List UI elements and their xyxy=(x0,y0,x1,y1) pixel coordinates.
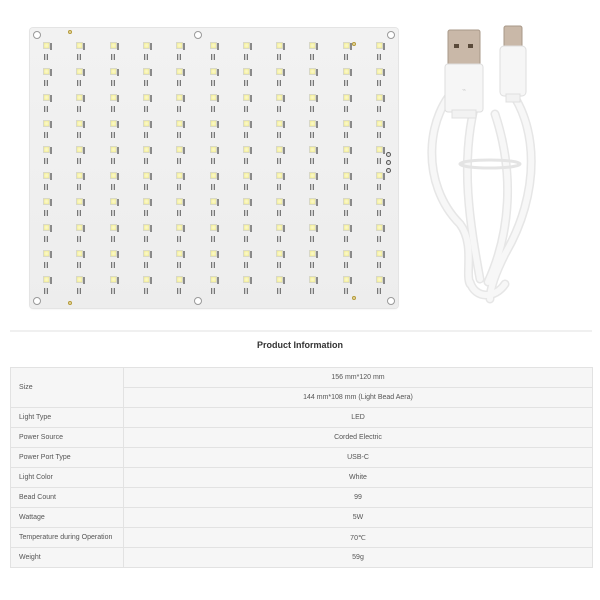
led-bead-icon xyxy=(76,198,83,205)
led-bead-icon xyxy=(110,224,117,231)
resistor-icon xyxy=(44,132,48,138)
resistor-icon xyxy=(44,54,48,60)
led-bead-icon xyxy=(110,250,117,257)
led-bead-icon xyxy=(309,198,316,205)
resistor-icon xyxy=(377,158,381,164)
table-row-wattage xyxy=(11,508,593,528)
led-bead-icon xyxy=(376,198,383,205)
resistor-icon xyxy=(344,106,348,112)
led-bead-icon xyxy=(176,224,183,231)
resistor-icon xyxy=(111,262,115,268)
led-bead-icon xyxy=(309,250,316,257)
resistor-icon xyxy=(344,80,348,86)
led-bead-icon xyxy=(276,42,283,49)
led-bead-icon xyxy=(76,224,83,231)
led-bead-icon xyxy=(243,250,250,257)
spec-label: Light Color xyxy=(11,468,124,488)
resistor-icon xyxy=(111,158,115,164)
table-row-bead-count xyxy=(11,488,593,508)
led-bead-icon xyxy=(143,146,150,153)
resistor-icon xyxy=(111,184,115,190)
led-bead-icon xyxy=(343,276,350,283)
usb-cable-image xyxy=(420,24,550,314)
via-icon xyxy=(68,301,72,305)
led-bead-icon xyxy=(143,42,150,49)
led-bead-icon xyxy=(376,146,383,153)
mounting-hole-icon xyxy=(33,297,41,305)
resistor-icon xyxy=(377,80,381,86)
table-row-light-type xyxy=(11,408,593,428)
led-bead-icon xyxy=(376,68,383,75)
led-bead-icon xyxy=(276,224,283,231)
resistor-icon xyxy=(310,54,314,60)
resistor-icon xyxy=(310,184,314,190)
led-bead-icon xyxy=(143,172,150,179)
led-bead-icon xyxy=(210,68,217,75)
led-bead-icon xyxy=(309,146,316,153)
table-row-size xyxy=(11,368,593,388)
led-bead-icon xyxy=(76,172,83,179)
led-bead-icon xyxy=(176,172,183,179)
resistor-icon xyxy=(44,106,48,112)
spec-label: Power Source xyxy=(11,428,124,448)
mounting-hole-icon xyxy=(387,31,395,39)
led-bead-icon xyxy=(343,146,350,153)
led-bead-icon xyxy=(110,172,117,179)
resistor-icon xyxy=(310,288,314,294)
resistor-icon xyxy=(177,106,181,112)
resistor-icon xyxy=(111,106,115,112)
spec-label: Temperature during Operation xyxy=(11,528,124,548)
resistor-icon xyxy=(177,158,181,164)
led-bead-icon xyxy=(143,224,150,231)
table-row-power-source xyxy=(11,428,593,448)
led-bead-icon xyxy=(110,42,117,49)
resistor-icon xyxy=(144,288,148,294)
resistor-icon xyxy=(177,54,181,60)
led-bead-icon xyxy=(343,250,350,257)
resistor-icon xyxy=(144,132,148,138)
led-bead-icon xyxy=(110,120,117,127)
led-bead-icon xyxy=(143,250,150,257)
resistor-icon xyxy=(77,288,81,294)
led-bead-icon xyxy=(376,276,383,283)
resistor-icon xyxy=(77,158,81,164)
resistor-icon xyxy=(177,288,181,294)
led-bead-icon xyxy=(76,120,83,127)
via-icon xyxy=(68,30,72,34)
led-bead-icon xyxy=(76,68,83,75)
led-bead-icon xyxy=(210,198,217,205)
led-bead-icon xyxy=(176,68,183,75)
led-bead-icon xyxy=(243,172,250,179)
resistor-icon xyxy=(44,158,48,164)
resistor-icon xyxy=(277,236,281,242)
led-bead-icon xyxy=(43,68,50,75)
led-bead-icon xyxy=(309,94,316,101)
resistor-icon xyxy=(277,80,281,86)
led-bead-icon xyxy=(76,94,83,101)
switch-contact-icon xyxy=(386,152,391,157)
resistor-icon xyxy=(344,236,348,242)
led-bead-icon xyxy=(343,120,350,127)
resistor-icon xyxy=(211,106,215,112)
led-bead-icon xyxy=(210,94,217,101)
resistor-icon xyxy=(77,236,81,242)
resistor-icon xyxy=(244,106,248,112)
led-bead-icon xyxy=(43,94,50,101)
led-bead-icon xyxy=(309,172,316,179)
led-bead-icon xyxy=(43,42,50,49)
led-bead-icon xyxy=(43,172,50,179)
led-bead-icon xyxy=(343,68,350,75)
led-bead-icon xyxy=(110,198,117,205)
spec-label: Wattage xyxy=(11,508,124,528)
resistor-icon xyxy=(277,184,281,190)
spec-value: Corded Electric xyxy=(124,428,593,448)
led-bead-icon xyxy=(43,146,50,153)
led-bead-icon xyxy=(176,276,183,283)
resistor-icon xyxy=(377,262,381,268)
spec-value: 144 mm*108 mm (Light Bead Aera) xyxy=(124,388,593,408)
led-bead-icon xyxy=(243,224,250,231)
resistor-icon xyxy=(310,210,314,216)
led-bead-icon xyxy=(43,276,50,283)
table-row-temperature xyxy=(11,528,593,548)
led-bead-icon xyxy=(143,94,150,101)
resistor-icon xyxy=(244,210,248,216)
led-bead-icon xyxy=(210,42,217,49)
resistor-icon xyxy=(277,132,281,138)
led-bead-icon xyxy=(276,276,283,283)
resistor-icon xyxy=(211,132,215,138)
resistor-icon xyxy=(310,80,314,86)
resistor-icon xyxy=(211,236,215,242)
led-bead-icon xyxy=(309,276,316,283)
led-bead-icon xyxy=(110,276,117,283)
resistor-icon xyxy=(111,210,115,216)
resistor-icon xyxy=(377,210,381,216)
resistor-icon xyxy=(344,210,348,216)
resistor-icon xyxy=(211,54,215,60)
resistor-icon xyxy=(244,80,248,86)
led-bead-icon xyxy=(176,94,183,101)
resistor-icon xyxy=(177,184,181,190)
led-bead-icon xyxy=(276,120,283,127)
spec-value: USB-C xyxy=(124,448,593,468)
resistor-icon xyxy=(44,262,48,268)
resistor-icon xyxy=(377,236,381,242)
svg-text:⌁: ⌁ xyxy=(461,86,467,94)
product-info-table xyxy=(10,367,593,568)
resistor-icon xyxy=(211,210,215,216)
led-bead-icon xyxy=(343,224,350,231)
spec-value: 59g xyxy=(124,548,593,568)
resistor-icon xyxy=(44,80,48,86)
led-bead-icon xyxy=(110,68,117,75)
spec-value: 99 xyxy=(124,488,593,508)
resistor-icon xyxy=(44,184,48,190)
led-bead-icon xyxy=(110,94,117,101)
spec-value: White xyxy=(124,468,593,488)
spec-label: Weight xyxy=(11,548,124,568)
led-bead-icon xyxy=(176,42,183,49)
resistor-icon xyxy=(44,288,48,294)
led-bead-icon xyxy=(276,68,283,75)
resistor-icon xyxy=(244,132,248,138)
resistor-icon xyxy=(177,132,181,138)
resistor-icon xyxy=(277,158,281,164)
resistor-icon xyxy=(144,158,148,164)
led-bead-icon xyxy=(143,120,150,127)
resistor-icon xyxy=(344,132,348,138)
resistor-icon xyxy=(144,54,148,60)
resistor-icon xyxy=(244,262,248,268)
resistor-icon xyxy=(111,288,115,294)
resistor-icon xyxy=(177,236,181,242)
resistor-icon xyxy=(277,262,281,268)
spec-label: Bead Count xyxy=(11,488,124,508)
led-bead-icon xyxy=(76,146,83,153)
resistor-icon xyxy=(111,54,115,60)
led-panel-board xyxy=(30,28,398,308)
resistor-icon xyxy=(377,184,381,190)
spec-value: LED xyxy=(124,408,593,428)
resistor-icon xyxy=(344,54,348,60)
via-icon xyxy=(352,42,356,46)
led-bead-icon xyxy=(210,146,217,153)
resistor-icon xyxy=(344,158,348,164)
led-bead-icon xyxy=(210,120,217,127)
led-bead-icon xyxy=(243,94,250,101)
resistor-icon xyxy=(144,106,148,112)
resistor-icon xyxy=(144,262,148,268)
resistor-icon xyxy=(144,210,148,216)
led-bead-icon xyxy=(243,68,250,75)
led-bead-icon xyxy=(343,172,350,179)
led-bead-icon xyxy=(309,224,316,231)
resistor-icon xyxy=(310,236,314,242)
resistor-icon xyxy=(377,106,381,112)
mounting-hole-icon xyxy=(33,31,41,39)
via-icon xyxy=(352,296,356,300)
switch-contact-icon xyxy=(386,168,391,173)
led-bead-icon xyxy=(376,42,383,49)
led-bead-icon xyxy=(309,42,316,49)
led-bead-icon xyxy=(76,42,83,49)
led-bead-icon xyxy=(276,198,283,205)
resistor-icon xyxy=(244,184,248,190)
led-bead-icon xyxy=(276,172,283,179)
led-bead-icon xyxy=(276,250,283,257)
resistor-icon xyxy=(177,80,181,86)
led-bead-icon xyxy=(309,68,316,75)
resistor-icon xyxy=(211,80,215,86)
resistor-icon xyxy=(111,132,115,138)
resistor-icon xyxy=(144,80,148,86)
resistor-icon xyxy=(111,80,115,86)
resistor-icon xyxy=(344,288,348,294)
table-row-power-port-type xyxy=(11,448,593,468)
mounting-hole-icon xyxy=(194,31,202,39)
led-bead-icon xyxy=(176,120,183,127)
led-bead-icon xyxy=(243,146,250,153)
resistor-icon xyxy=(277,54,281,60)
resistor-icon xyxy=(44,210,48,216)
switch-contact-icon xyxy=(386,160,391,165)
led-bead-icon xyxy=(43,198,50,205)
resistor-icon xyxy=(144,236,148,242)
resistor-icon xyxy=(177,262,181,268)
resistor-icon xyxy=(211,288,215,294)
resistor-icon xyxy=(244,158,248,164)
spec-value: 70℃ xyxy=(124,528,593,548)
led-bead-icon xyxy=(210,250,217,257)
resistor-icon xyxy=(77,106,81,112)
resistor-icon xyxy=(77,80,81,86)
led-bead-icon xyxy=(76,250,83,257)
led-bead-icon xyxy=(143,198,150,205)
led-bead-icon xyxy=(143,68,150,75)
led-bead-icon xyxy=(110,146,117,153)
resistor-icon xyxy=(77,132,81,138)
resistor-icon xyxy=(310,262,314,268)
resistor-icon xyxy=(277,210,281,216)
led-bead-icon xyxy=(376,250,383,257)
table-row-weight xyxy=(11,548,593,568)
led-bead-icon xyxy=(343,94,350,101)
resistor-icon xyxy=(377,288,381,294)
led-bead-icon xyxy=(176,198,183,205)
resistor-icon xyxy=(377,132,381,138)
led-bead-icon xyxy=(243,276,250,283)
led-bead-icon xyxy=(43,120,50,127)
resistor-icon xyxy=(344,262,348,268)
resistor-icon xyxy=(77,262,81,268)
section-divider xyxy=(10,330,592,332)
spec-label: Power Port Type xyxy=(11,448,124,468)
led-bead-icon xyxy=(376,94,383,101)
resistor-icon xyxy=(244,288,248,294)
section-title: Product Information xyxy=(257,340,343,350)
led-bead-icon xyxy=(243,42,250,49)
led-bead-icon xyxy=(343,198,350,205)
led-bead-icon xyxy=(43,250,50,257)
resistor-icon xyxy=(211,158,215,164)
spec-label: Light Type xyxy=(11,408,124,428)
led-bead-icon xyxy=(143,276,150,283)
resistor-icon xyxy=(211,184,215,190)
led-bead-icon xyxy=(176,146,183,153)
led-bead-icon xyxy=(376,172,383,179)
led-bead-icon xyxy=(43,224,50,231)
led-bead-icon xyxy=(210,276,217,283)
led-bead-icon xyxy=(243,120,250,127)
led-bead-icon xyxy=(210,172,217,179)
resistor-icon xyxy=(144,184,148,190)
resistor-icon xyxy=(77,184,81,190)
resistor-icon xyxy=(211,262,215,268)
spec-value: 156 mm*120 mm xyxy=(124,368,593,388)
resistor-icon xyxy=(277,106,281,112)
led-bead-icon xyxy=(243,198,250,205)
mounting-hole-icon xyxy=(387,297,395,305)
table-row-light-color xyxy=(11,468,593,488)
resistor-icon xyxy=(310,158,314,164)
resistor-icon xyxy=(244,54,248,60)
mounting-hole-icon xyxy=(194,297,202,305)
resistor-icon xyxy=(111,236,115,242)
led-bead-icon xyxy=(76,276,83,283)
led-bead-icon xyxy=(376,120,383,127)
resistor-icon xyxy=(277,288,281,294)
led-bead-icon xyxy=(276,94,283,101)
resistor-icon xyxy=(310,106,314,112)
led-bead-icon xyxy=(210,224,217,231)
resistor-icon xyxy=(44,236,48,242)
resistor-icon xyxy=(310,132,314,138)
led-bead-icon xyxy=(343,42,350,49)
resistor-icon xyxy=(77,54,81,60)
resistor-icon xyxy=(344,184,348,190)
resistor-icon xyxy=(77,210,81,216)
resistor-icon xyxy=(377,54,381,60)
led-bead-icon xyxy=(276,146,283,153)
resistor-icon xyxy=(244,236,248,242)
led-bead-icon xyxy=(176,250,183,257)
resistor-icon xyxy=(177,210,181,216)
spec-label: Size xyxy=(11,368,124,408)
spec-value: 5W xyxy=(124,508,593,528)
led-bead-icon xyxy=(376,224,383,231)
led-bead-icon xyxy=(309,120,316,127)
